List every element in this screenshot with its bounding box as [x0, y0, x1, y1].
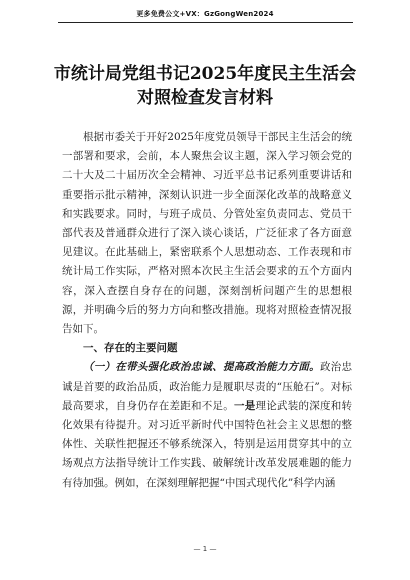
point-lead: 一是	[234, 399, 256, 412]
document-body	[62, 128, 352, 493]
intro-paragraph: 根据市委关于开好2025年度党员领导干部民主生活会的统一部署和要求，会前，本人聚焦会议主题，深入学习领会党的二十大及二十届历次全会精神、习近平总书记系列重要讲话和重要指示批示精神，深刻认识进一步全面深化改革的战略意义和实践要求。同时，与班子成员、分管处室负责同志、党员干部代表及普通群众进行了深入谈心谈话，广泛征求了各方面意见建议。在此基础上，紧密联系个人思想动态、工作表现和市统计局工作实际，严格对照本次民主生活会要求的五个方面内容，深入查摆自身存在的问题，深刻剖析问题产生的思想根源，并明确今后的努力方向和整改措施。现将对照检查情况报告如下。	[62, 131, 352, 336]
document-title-line-2: 对照检查发言材料	[137, 88, 273, 108]
subsection-text-a: 政治忠诚是首要的政治品质，政治能力是履职尽责的“压舱石”。对标最高要求，自身仍存在差距和不足。	[62, 361, 353, 412]
page-number: — 1 —	[193, 545, 217, 553]
header-divider	[58, 22, 353, 23]
document-title-line-1: 市统计局党组书记2025年度民主生活会	[53, 64, 357, 84]
subsection-text-b: 理论武装的深度和转化效果有待提升。对习近平新时代中国特色社会主义思想的整体性、关联性把握还不够系统深入，特别是运用贯穿其中的立场观点方法指导统计工作实践、破解统计改革发展难题的能力有待加强。例如，在深刻理解把握“中国式现代化”科学内涵	[62, 399, 352, 489]
section-heading: 一、存在的主要问题	[83, 342, 178, 355]
subsection-title: （一）在带头强化政治忠诚、提高政治能力方面。	[83, 361, 320, 374]
header-note: 更多免费公文+VX：GzGongWen2024	[136, 10, 274, 18]
subsection-paragraph	[62, 358, 352, 492]
